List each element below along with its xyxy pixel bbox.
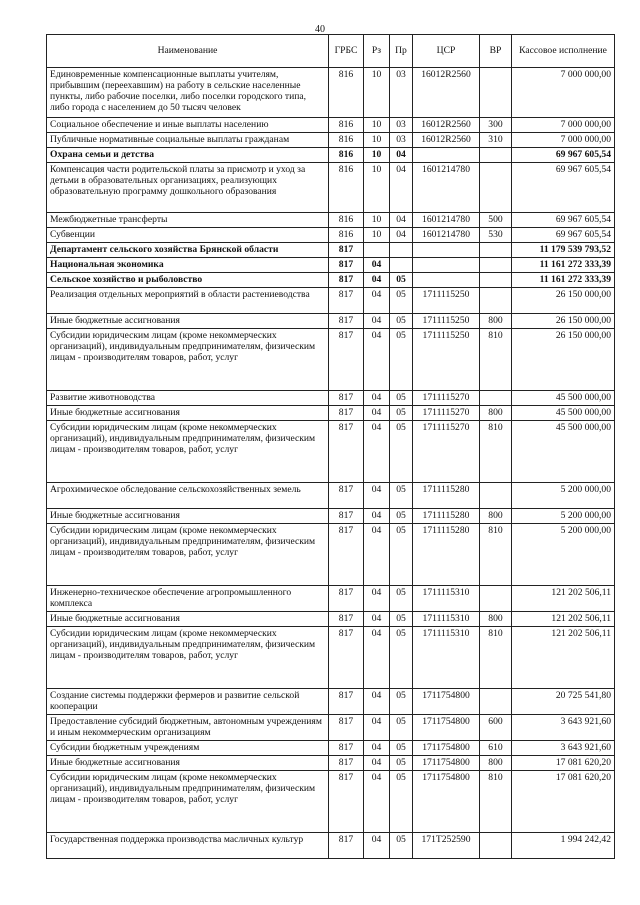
cell-vr (480, 163, 512, 213)
cell-rz: 04 (364, 612, 390, 627)
cell-rz: 10 (364, 148, 390, 163)
cell-grbs: 817 (329, 627, 364, 689)
header-pr: Пр (390, 35, 413, 68)
cell-grbs: 816 (329, 163, 364, 213)
cell-pr (390, 258, 413, 273)
cell-pr: 05 (390, 586, 413, 612)
cell-vr (480, 689, 512, 715)
header-amount: Кассовое исполнение (512, 35, 615, 68)
cell-name: Единовременные компенсационные выплаты учителям, прибывшим (переехавшим) на работу в сельские населенные пункты, либо рабочие поселки, либо поселки городского типа, либо города с населением до 50 тысяч человек (47, 68, 329, 118)
cell-amount: 11 179 539 793,52 (512, 243, 615, 258)
cell-rz: 04 (364, 483, 390, 509)
cell-csr (413, 273, 480, 288)
header-vr: ВР (480, 35, 512, 68)
cell-rz: 04 (364, 741, 390, 756)
table-row (47, 391, 615, 406)
table-row (47, 314, 615, 329)
cell-rz: 04 (364, 771, 390, 833)
cell-rz: 04 (364, 391, 390, 406)
cell-vr: 610 (480, 741, 512, 756)
table-row (47, 148, 615, 163)
cell-vr: 800 (480, 509, 512, 524)
cell-name: Иные бюджетные ассигнования (47, 756, 329, 771)
cell-pr: 03 (390, 68, 413, 118)
cell-amount: 5 200 000,00 (512, 509, 615, 524)
cell-vr: 310 (480, 133, 512, 148)
cell-amount: 11 161 272 333,39 (512, 258, 615, 273)
table-row (47, 421, 615, 483)
cell-vr: 800 (480, 756, 512, 771)
cell-pr: 05 (390, 612, 413, 627)
cell-grbs: 817 (329, 715, 364, 741)
cell-grbs: 817 (329, 258, 364, 273)
cell-name: Субсидии юридическим лицам (кроме некоммерческих организаций), индивидуальным предпринимателям, физическим лицам - производителям товаров, работ, услуг (47, 524, 329, 586)
cell-vr (480, 243, 512, 258)
cell-pr: 04 (390, 148, 413, 163)
cell-amount: 17 081 620,20 (512, 771, 615, 833)
cell-grbs: 817 (329, 421, 364, 483)
cell-grbs: 817 (329, 524, 364, 586)
cell-pr: 05 (390, 288, 413, 314)
cell-rz: 10 (364, 213, 390, 228)
table-row (47, 228, 615, 243)
cell-vr (480, 258, 512, 273)
cell-vr (480, 833, 512, 859)
cell-vr: 530 (480, 228, 512, 243)
cell-vr: 810 (480, 771, 512, 833)
cell-vr: 800 (480, 406, 512, 421)
cell-name: Субсидии бюджетным учреждениям (47, 741, 329, 756)
cell-rz: 10 (364, 163, 390, 213)
cell-amount: 26 150 000,00 (512, 314, 615, 329)
cell-amount: 20 725 541,80 (512, 689, 615, 715)
cell-name: Департамент сельского хозяйства Брянской области (47, 243, 329, 258)
cell-amount: 121 202 506,11 (512, 612, 615, 627)
cell-rz: 10 (364, 228, 390, 243)
cell-amount: 69 967 605,54 (512, 148, 615, 163)
cell-csr: 1711754800 (413, 756, 480, 771)
header-csr: ЦСР (413, 35, 480, 68)
cell-csr: 1711754800 (413, 715, 480, 741)
cell-grbs: 817 (329, 329, 364, 391)
cell-name: Развитие животноводства (47, 391, 329, 406)
cell-grbs: 817 (329, 741, 364, 756)
cell-rz: 04 (364, 273, 390, 288)
cell-name: Публичные нормативные социальные выплаты гражданам (47, 133, 329, 148)
cell-csr: 1711754800 (413, 741, 480, 756)
cell-grbs: 816 (329, 133, 364, 148)
cell-csr: 1711115270 (413, 391, 480, 406)
cell-csr (413, 243, 480, 258)
cell-name: Охрана семьи и детства (47, 148, 329, 163)
cell-grbs: 816 (329, 228, 364, 243)
cell-vr: 600 (480, 715, 512, 741)
cell-name: Иные бюджетные ассигнования (47, 406, 329, 421)
table-row (47, 833, 615, 859)
cell-amount: 69 967 605,54 (512, 228, 615, 243)
cell-vr: 810 (480, 524, 512, 586)
cell-grbs: 817 (329, 314, 364, 329)
cell-grbs: 817 (329, 391, 364, 406)
cell-grbs: 816 (329, 68, 364, 118)
cell-vr: 500 (480, 213, 512, 228)
cell-pr: 05 (390, 524, 413, 586)
cell-csr: 1711115250 (413, 288, 480, 314)
table-row (47, 68, 615, 118)
cell-pr: 03 (390, 118, 413, 133)
cell-csr: 1711115250 (413, 314, 480, 329)
cell-csr: 1711754800 (413, 771, 480, 833)
header-rz: Рз (364, 35, 390, 68)
cell-csr: 16012R2560 (413, 133, 480, 148)
cell-csr: 1601214780 (413, 213, 480, 228)
cell-name: Создание системы поддержки фермеров и развитие сельской кооперации (47, 689, 329, 715)
cell-pr: 05 (390, 391, 413, 406)
cell-name: Государственная поддержка производства масличных культур (47, 833, 329, 859)
table-row (47, 213, 615, 228)
cell-name: Субсидии юридическим лицам (кроме некоммерческих организаций), индивидуальным предпринимателям, физическим лицам - производителям товаров, работ, услуг (47, 421, 329, 483)
cell-rz: 10 (364, 118, 390, 133)
cell-pr: 05 (390, 689, 413, 715)
cell-grbs: 817 (329, 689, 364, 715)
cell-name: Агрохимическое обследование сельскохозяйственных земель (47, 483, 329, 509)
cell-amount: 5 200 000,00 (512, 524, 615, 586)
table-row (47, 483, 615, 509)
cell-amount: 26 150 000,00 (512, 329, 615, 391)
cell-pr (390, 243, 413, 258)
cell-name: Межбюджетные трансферты (47, 213, 329, 228)
cell-vr (480, 273, 512, 288)
cell-rz: 04 (364, 421, 390, 483)
table-row (47, 163, 615, 213)
cell-amount: 5 200 000,00 (512, 483, 615, 509)
cell-csr: 1711115280 (413, 524, 480, 586)
cell-pr: 05 (390, 329, 413, 391)
cell-rz: 10 (364, 133, 390, 148)
cell-vr: 800 (480, 314, 512, 329)
cell-amount: 121 202 506,11 (512, 627, 615, 689)
cell-name: Социальное обеспечение и иные выплаты населению (47, 118, 329, 133)
table-row (47, 288, 615, 314)
table-row (47, 689, 615, 715)
cell-rz: 04 (364, 715, 390, 741)
cell-csr: 1711115310 (413, 627, 480, 689)
cell-csr (413, 258, 480, 273)
cell-csr: 1711115280 (413, 483, 480, 509)
cell-pr: 05 (390, 273, 413, 288)
cell-amount: 121 202 506,11 (512, 586, 615, 612)
cell-pr: 04 (390, 228, 413, 243)
cell-grbs: 817 (329, 833, 364, 859)
cell-csr: 1711115310 (413, 612, 480, 627)
cell-vr: 800 (480, 612, 512, 627)
cell-pr: 05 (390, 421, 413, 483)
cell-csr: 1711754800 (413, 689, 480, 715)
table-row (47, 243, 615, 258)
cell-amount: 45 500 000,00 (512, 406, 615, 421)
cell-csr: 1711115280 (413, 509, 480, 524)
cell-name: Инженерно-техническое обеспечение агропромышленного комплекса (47, 586, 329, 612)
table-row (47, 741, 615, 756)
table-row (47, 273, 615, 288)
cell-grbs: 817 (329, 243, 364, 258)
cell-name: Субсидии юридическим лицам (кроме некоммерческих организаций), индивидуальным предпринимателям, физическим лицам - производителям товаров, работ, услуг (47, 329, 329, 391)
cell-pr: 05 (390, 756, 413, 771)
cell-amount: 45 500 000,00 (512, 421, 615, 483)
cell-name: Национальная экономика (47, 258, 329, 273)
cell-pr: 05 (390, 627, 413, 689)
cell-rz: 04 (364, 833, 390, 859)
table-row (47, 524, 615, 586)
cell-rz: 04 (364, 329, 390, 391)
cell-amount: 17 081 620,20 (512, 756, 615, 771)
table-row (47, 756, 615, 771)
table-row (47, 258, 615, 273)
cell-rz: 04 (364, 756, 390, 771)
cell-rz: 04 (364, 314, 390, 329)
cell-amount: 1 994 242,42 (512, 833, 615, 859)
cell-name: Реализация отдельных мероприятий в области растениеводства (47, 288, 329, 314)
cell-grbs: 816 (329, 118, 364, 133)
cell-amount: 7 000 000,00 (512, 68, 615, 118)
cell-grbs: 817 (329, 406, 364, 421)
cell-amount: 3 643 921,60 (512, 715, 615, 741)
cell-name: Иные бюджетные ассигнования (47, 509, 329, 524)
header-grbs: ГРБС (329, 35, 364, 68)
cell-vr (480, 288, 512, 314)
cell-vr (480, 391, 512, 406)
cell-rz: 04 (364, 689, 390, 715)
cell-grbs: 816 (329, 148, 364, 163)
cell-grbs: 817 (329, 612, 364, 627)
cell-name: Сельское хозяйство и рыболовство (47, 273, 329, 288)
table-row (47, 715, 615, 741)
cell-vr (480, 483, 512, 509)
table-header-row (47, 35, 615, 68)
cell-name: Иные бюджетные ассигнования (47, 612, 329, 627)
cell-pr: 03 (390, 133, 413, 148)
cell-rz: 04 (364, 406, 390, 421)
cell-grbs: 817 (329, 483, 364, 509)
cell-name: Субсидии юридическим лицам (кроме некоммерческих организаций), индивидуальным предпринимателям, физическим лицам - производителям товаров, работ, услуг (47, 627, 329, 689)
cell-csr: 16012R2560 (413, 118, 480, 133)
cell-rz: 04 (364, 524, 390, 586)
cell-pr: 05 (390, 833, 413, 859)
cell-vr (480, 68, 512, 118)
cell-pr: 05 (390, 314, 413, 329)
cell-rz: 04 (364, 288, 390, 314)
cell-name: Субсидии юридическим лицам (кроме некоммерческих организаций), индивидуальным предпринимателям, физическим лицам - производителям товаров, работ, услуг (47, 771, 329, 833)
cell-csr: 16012R2560 (413, 68, 480, 118)
cell-name: Предоставление субсидий бюджетным, автономным учреждениям и иным некоммерческим организациям (47, 715, 329, 741)
cell-vr: 300 (480, 118, 512, 133)
table-row (47, 509, 615, 524)
cell-pr: 05 (390, 771, 413, 833)
cell-vr: 810 (480, 421, 512, 483)
cell-rz: 04 (364, 627, 390, 689)
table-row (47, 133, 615, 148)
cell-rz: 04 (364, 586, 390, 612)
cell-csr: 1601214780 (413, 163, 480, 213)
page-number: 40 (315, 24, 325, 35)
cell-grbs: 817 (329, 756, 364, 771)
cell-rz: 04 (364, 258, 390, 273)
cell-amount: 11 161 272 333,39 (512, 273, 615, 288)
cell-grbs: 816 (329, 213, 364, 228)
cell-grbs: 817 (329, 771, 364, 833)
cell-pr: 04 (390, 163, 413, 213)
cell-csr: 1711115250 (413, 329, 480, 391)
table-row (47, 612, 615, 627)
cell-amount: 7 000 000,00 (512, 118, 615, 133)
cell-pr: 05 (390, 715, 413, 741)
table-row (47, 329, 615, 391)
cell-rz (364, 243, 390, 258)
budget-execution-table (46, 34, 615, 859)
cell-amount: 45 500 000,00 (512, 391, 615, 406)
cell-pr: 05 (390, 406, 413, 421)
table-row (47, 118, 615, 133)
cell-grbs: 817 (329, 273, 364, 288)
header-name: Наименование (47, 35, 329, 68)
cell-vr: 810 (480, 329, 512, 391)
cell-amount: 26 150 000,00 (512, 288, 615, 314)
cell-vr: 810 (480, 627, 512, 689)
cell-csr (413, 148, 480, 163)
table-row (47, 406, 615, 421)
cell-amount: 69 967 605,54 (512, 163, 615, 213)
table-row (47, 586, 615, 612)
cell-grbs: 817 (329, 509, 364, 524)
cell-csr: 171Т252590 (413, 833, 480, 859)
cell-amount: 7 000 000,00 (512, 133, 615, 148)
cell-pr: 05 (390, 509, 413, 524)
cell-pr: 04 (390, 213, 413, 228)
cell-amount: 69 967 605,54 (512, 213, 615, 228)
cell-pr: 05 (390, 741, 413, 756)
cell-name: Субвенции (47, 228, 329, 243)
cell-grbs: 817 (329, 288, 364, 314)
cell-csr: 1711115310 (413, 586, 480, 612)
cell-amount: 3 643 921,60 (512, 741, 615, 756)
cell-csr: 1601214780 (413, 228, 480, 243)
cell-name: Иные бюджетные ассигнования (47, 314, 329, 329)
cell-rz: 04 (364, 509, 390, 524)
cell-pr: 05 (390, 483, 413, 509)
cell-vr (480, 148, 512, 163)
cell-rz: 10 (364, 68, 390, 118)
cell-csr: 1711115270 (413, 421, 480, 483)
table-row (47, 627, 615, 689)
cell-vr (480, 586, 512, 612)
table-row (47, 771, 615, 833)
cell-csr: 1711115270 (413, 406, 480, 421)
cell-name: Компенсация части родительской платы за присмотр и уход за детьми в образовательных организациях, реализующих образовательную программу дошкольного образования (47, 163, 329, 213)
cell-grbs: 817 (329, 586, 364, 612)
